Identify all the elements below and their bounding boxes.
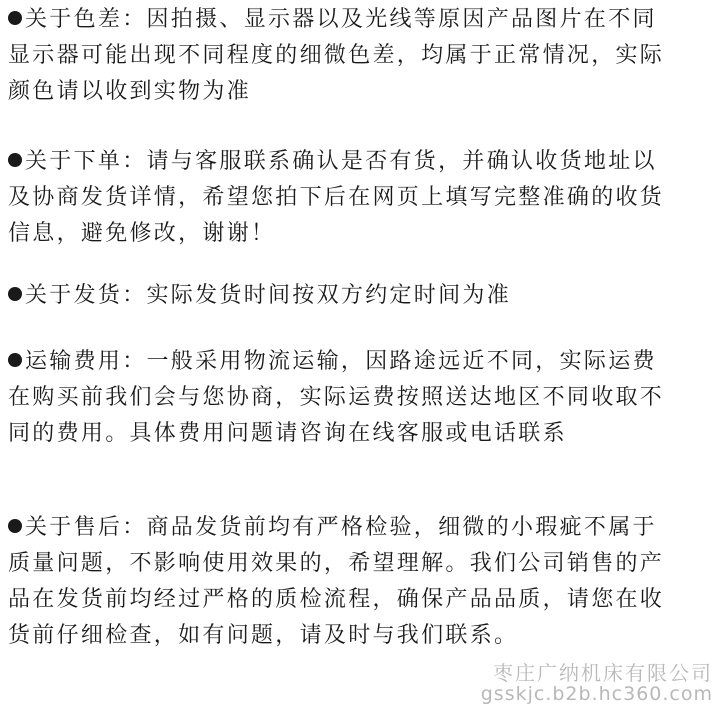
notice-line (8, 344, 714, 380)
notice-line: 同的费用。具体费用问题请咨询在线客服或电话联系 (8, 421, 567, 446)
notice-line: 货前仔细检查，如有问题，请及时与我们联系。 (8, 623, 519, 648)
notice-line: 质量问题，不影响使用效果的，希望理解。我们公司销售的产 (8, 551, 665, 576)
notice-shipping (8, 278, 714, 314)
notice-line: 信息，避免修改，谢谢！ (8, 221, 276, 246)
notice-ordering (8, 144, 714, 252)
watermark-company: 枣庄广纳机床有限公司 (493, 661, 713, 685)
notice-freight-cost (8, 344, 714, 452)
notice-line: 及协商发货详情，希望您拍下后在网页上填写完整准确的收货 (8, 185, 665, 210)
bullet-dot-icon (8, 519, 22, 533)
notice-line: 品在发货前均经过严格的质检流程，确保产品品质，请您在收 (8, 587, 665, 612)
bullet-dot-icon (8, 353, 22, 367)
notice-line: 显示器可能出现不同程度的细微色差，均属于正常情况，实际 (8, 43, 665, 68)
notice-line: 在购买前我们会与您协商，实际运费按照送达地区不同收取不 (8, 385, 665, 410)
watermark-url: gsskjc.b2b.hc360.com (480, 683, 713, 705)
notice-text: 关于下单：请与客服联系确认是否有货，并确认收货地址以 (25, 149, 657, 174)
notice-text: 关于发货：实际发货时间按双方约定时间为准 (25, 283, 512, 308)
bullet-dot-icon (8, 153, 22, 167)
notice-line: 颜色请以收到实物为准 (8, 79, 252, 104)
notice-line (8, 278, 714, 314)
notice-line (8, 144, 714, 180)
bullet-dot-icon (8, 11, 22, 25)
notice-text: 关于色差：因拍摄、显示器以及光线等原因产品图片在不同 (25, 7, 657, 32)
notice-color-difference (8, 2, 714, 110)
notice-text: 运输费用：一般采用物流运输，因路途远近不同，实际运费 (25, 349, 657, 374)
notice-after-sales (8, 510, 714, 654)
notice-line (8, 2, 714, 38)
notice-text: 关于售后：商品发货前均有严格检验，细微的小瑕疵不属于 (25, 515, 657, 540)
bullet-dot-icon (8, 287, 22, 301)
notice-line (8, 510, 714, 546)
